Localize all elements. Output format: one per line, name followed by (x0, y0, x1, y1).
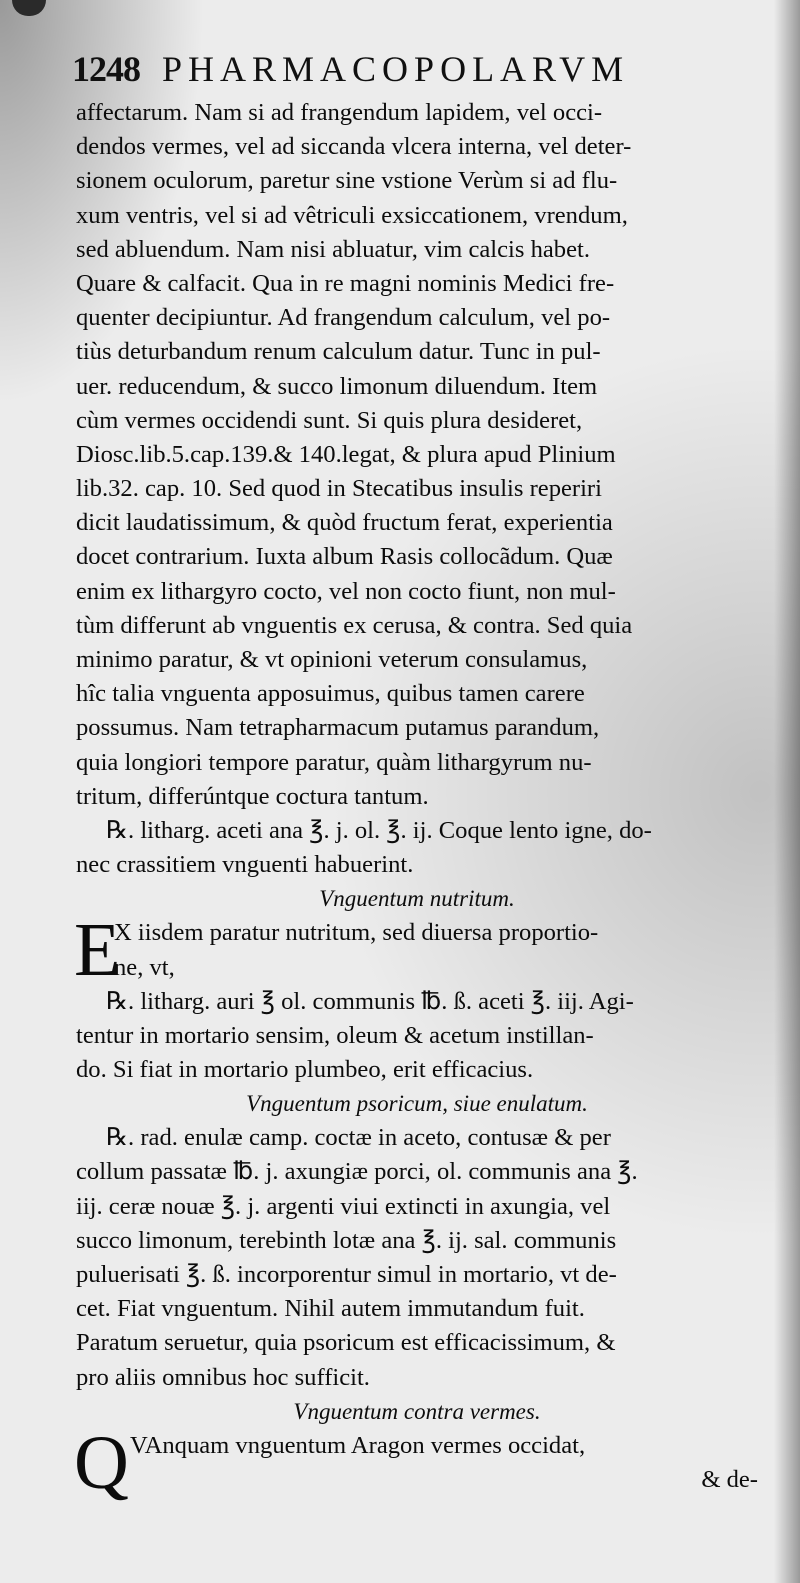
text-line: X iisdem paratur nutritum, sed diuersa proportio- (114, 919, 599, 947)
text-line: lib.32. cap. 10. Sed quod in Stecatibus insulis reperiri (76, 475, 602, 503)
text-line: nec crassitiem vnguenti habuerint. (76, 851, 414, 879)
paragraph-lapis (76, 96, 758, 814)
text-line: quia longiori tempore paratur, quàm lithargyrum nu- (76, 748, 592, 776)
section-heading: Vnguentum contra vermes. (293, 1398, 541, 1424)
ink-blot (12, 0, 46, 16)
page-number: 1248 (72, 49, 140, 89)
text-line: uer. reducendum, & succo limonum diluendum. Item (76, 372, 598, 400)
text-line: VAnquam vnguentum Aragon vermes occidat, (130, 1431, 586, 1459)
section-heading: Vnguentum nutritum. (319, 886, 515, 912)
text-line: ℞. litharg. aceti ana ℥. j. ol. ℥. ij. Coque lento igne, do- (106, 816, 652, 844)
section-heading: Vnguentum psoricum, siue enulatum. (246, 1091, 588, 1117)
text-line: succo limonum, terebinth lotæ ana ℥. ij. sal. communis (76, 1226, 617, 1254)
text-line: tiùs deturbandum renum calculum datur. Tunc in pul- (76, 338, 601, 366)
section-nutritum (74, 908, 758, 1087)
text-line: hîc talia vnguenta apposuimus, quibus tamen carere (76, 680, 585, 708)
text-line: ℞. rad. enulæ camp. coctæ in aceto, contusæ & per (106, 1124, 611, 1152)
recipe-psoricum (76, 1121, 758, 1395)
text-line: sionem oculorum, paretur sine vstione Verùm si ad flu- (76, 167, 618, 195)
text-line: docet contrarium. Iuxta album Rasis collocãdum. Quæ (76, 543, 613, 571)
text-line: do. Si fiat in mortario plumbeo, erit efficacius. (76, 1056, 534, 1084)
page-gutter-shadow (774, 0, 800, 1583)
text-line: xum ventris, vel si ad vêtriculi exsiccationem, vrendum, (76, 201, 628, 229)
text-line: possumus. Nam tetrapharmacum putamus parandum, (76, 714, 600, 742)
text-line: pro aliis omnibus hoc sufficit. (76, 1363, 370, 1391)
page-body (74, 96, 758, 1505)
text-line: iij. ceræ nouæ ℥. j. argenti viui extincti in axungia, vel (76, 1192, 611, 1220)
text-line: tritum, differúntque coctura tantum. (76, 782, 429, 810)
text-line: dendos vermes, vel ad siccanda vlcera interna, vel deter- (76, 133, 632, 161)
drop-cap: Q (74, 1420, 129, 1505)
text-line: enim ex lithargyro cocto, vel non cocto fiunt, non mul- (76, 577, 616, 605)
drop-cap: E (74, 908, 121, 993)
text-line: Quare & calfacit. Qua in re magni nominis Medici fre- (76, 269, 615, 297)
catchword: & de- (701, 1465, 758, 1493)
recipe-lithargyrum (76, 814, 758, 882)
text-line: dicit laudatissimum, & quòd fructum ferat, experientia (76, 509, 613, 537)
running-title: PHARMACOPOLARVM (162, 49, 630, 89)
text-line: quenter decipiuntur. Ad frangendum calculum, vel po- (76, 304, 611, 332)
text-line: tùm differunt ab vnguentis ex cerusa, & contra. Sed quia (76, 611, 633, 639)
text-line: minimo paratur, & vt opinioni veterum consulamus, (76, 646, 588, 673)
text-line: Paratum seruetur, quia psoricum est efficacissimum, & (76, 1329, 616, 1357)
page-header (72, 48, 762, 90)
text-line: Diosc.lib.5.cap.139.& 140.legat, & plura apud Plinium (76, 440, 616, 468)
text-line: ne, vt, (114, 953, 175, 981)
text-line: affectarum. Nam si ad frangendum lapidem, vel occi- (76, 99, 603, 126)
text-line: cùm vermes occidendi sunt. Si quis plura desideret, (76, 406, 583, 434)
text-line: ℞. litharg. auri ℥ ol. communis ℔. ß. aceti ℥. iij. Agi- (106, 987, 634, 1015)
text-line: collum passatæ ℔. j. axungiæ porci, ol. communis ana ℥. (76, 1158, 638, 1186)
text-line: puluerisati ℥. ß. incorporentur simul in mortario, vt de- (76, 1261, 617, 1288)
text-line: tentur in mortario sensim, oleum & acetum instillan- (76, 1021, 594, 1049)
text-line: cet. Fiat vnguentum. Nihil autem immutandum fuit. (76, 1295, 585, 1323)
section-vermes (74, 1420, 758, 1505)
text-line: sed abluendum. Nam nisi abluatur, vim calcis habet. (76, 235, 590, 263)
